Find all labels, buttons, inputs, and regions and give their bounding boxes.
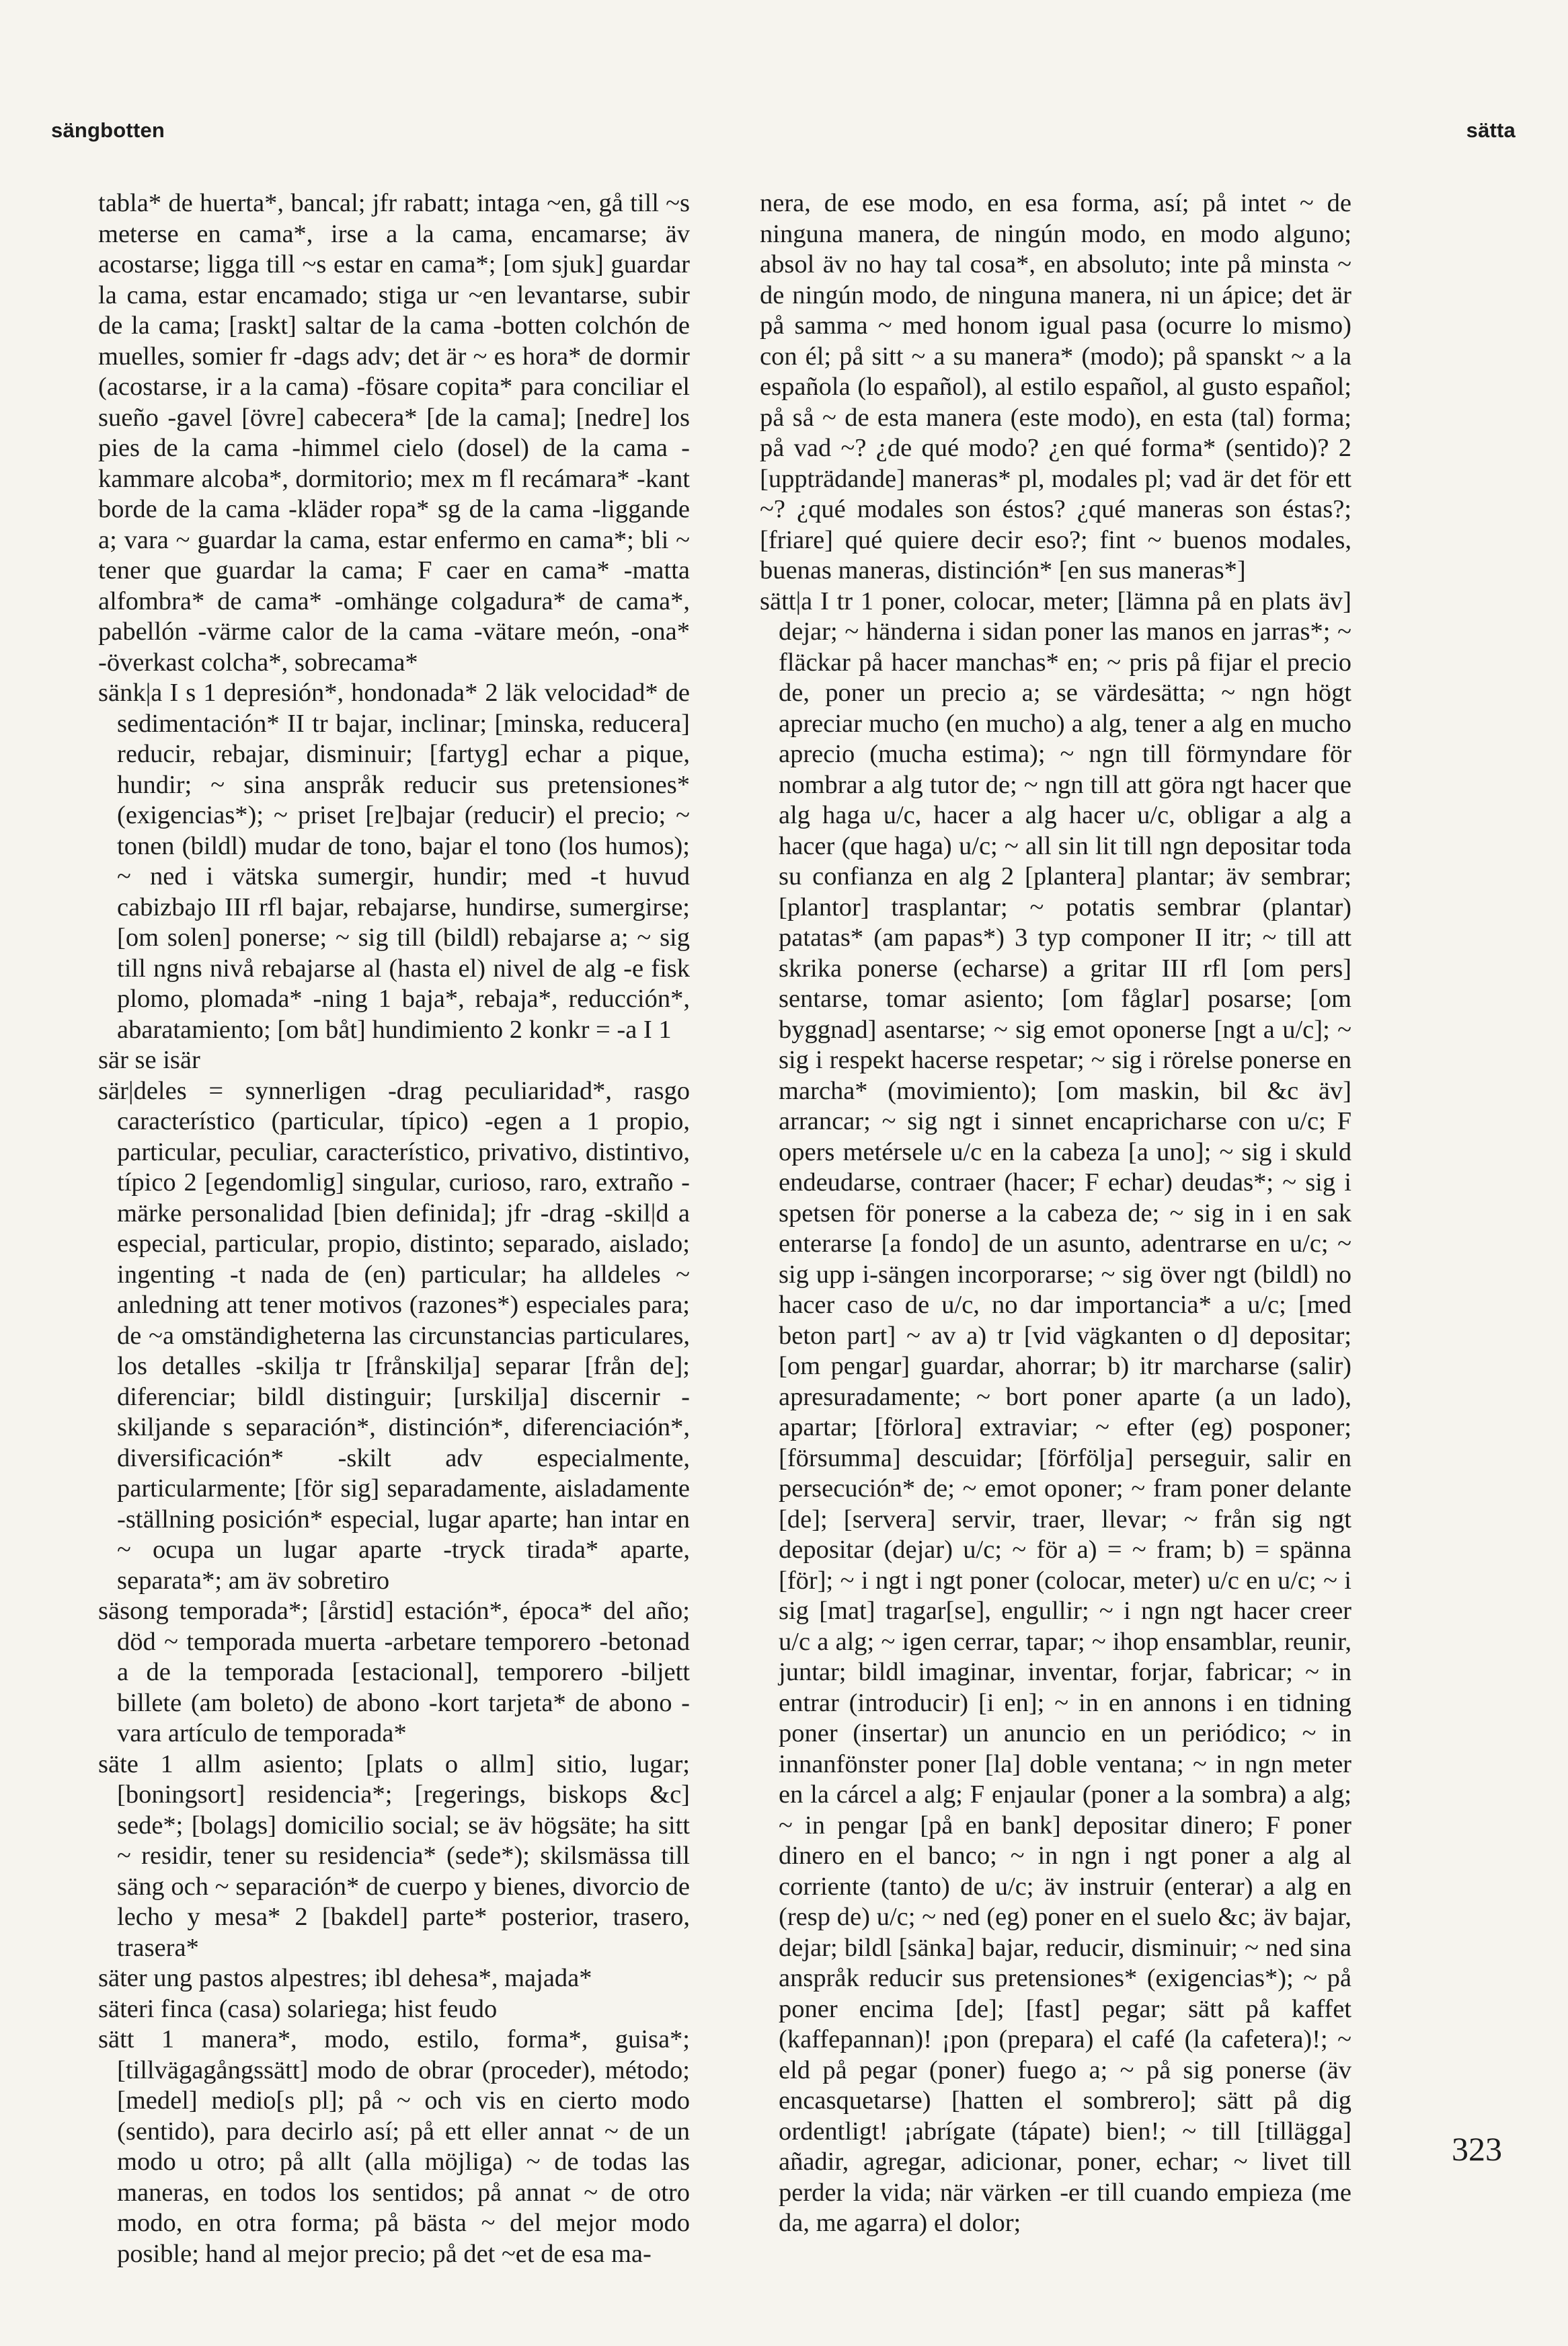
entry-satta: sätt|a I tr 1 poner, colocar, meter; [lämna på en plats äv] dejar; ~ händerna i sidan poner las manos en jarras*; ~ fläckar på hacer manchas* en; ~ pris på fijar el precio de, poner un precio a; se värdesätta; ~ ngn högt apreciar mucho (en mucho) a alg, tener a alg en mucho aprecio (mucha estima); ~ ngn till förmyndare för nombrar a alg tutor de; ~ ngn till att göra ngt hacer que alg haga u/c, hacer a alg hacer u/c, obligar a alg a hacer (que haga) u/c; ~ all sin lit till ngn depositar toda su confianza en alg 2 [plantera] plantar; äv sembrar; [plantor] trasplantar; ~ potatis sembrar (plantar) patatas* (am papas*) 3 typ componer II itr; ~ till att skrika ponerse (echarse) a gritar III rfl [om pers] sentarse, tomar asiento; [om fåglar] posarse; [om byggnad] asentarse; ~ sig emot oponerse [ngt a u/c]; ~ sig i respekt hacerse respetar; ~ sig i rörelse ponerse en marcha* (movimiento); [om maskin, bil &c äv] arrancar; ~ sig ngt i sinnet encapricharse con u/c; F opers metérsele u/c en la cabeza [a uno]; ~ sig i skuld endeudarse, contraer (hacer; F echar) deudas*; ~ sig i spetsen för ponerse a la cabeza de; ~ sig in i en sak enterarse [a fondo] de un asunto, adentrarse en u/c; ~ sig upp i-sängen incorporarse; ~ sig över ngt (bildl) no hacer caso de u/c, no dar importancia* a u/c; [med beton part] ~ av a) tr [vid vägkanten o d] depositar; [om pengar] guardar, ahorrar; b) itr marcharse (salir) apresuradamente; ~ bort poner aparte (a un lado), apartar; [förlora] extraviar; ~ efter (eg) posponer; [försumma] descuidar; [förfölja] perseguir, salir en persecución* de; ~ emot oponer; ~ fram poner delante [de]; [servera] servir, traer, llevar; ~ från sig ngt depositar (dejar) u/c; ~ för a) = ~ fram; b) = spänna [för]; ~ i ngt i ngt poner (colocar, meter) u/c en u/c; ~ i sig [mat] tragar[se], engullir; ~ i ngn ngt hacer creer u/c a alg; ~ igen cerrar, tapar; ~ ihop ensamblar, reunir, juntar; bildl imaginar, inventar, forjar, fabricar; ~ in entrar (introducir) [i en]; ~ in en annons i en tidning poner (insertar) un anuncio en un periódico; ~ in innanfönster poner [la] doble ventana; ~ in ngn meter en la cárcel a alg; F enjaular (poner a la sombra) a alg; ~ in pengar [på en bank] depositar dinero; F poner dinero en el banco; ~ in ngn i ngt poner a alg al corriente (tanto) de u/c; äv instruir (enterar) a alg en (resp de) u/c; ~ ned (eg) poner en el suelo &c; äv bajar, dejar; bildl [sänka] bajar, reducir, disminuir; ~ ned sina anspråk reducir sus pretensiones* (exigencias*); ~ på poner encima [de]; [fast] pegar; sätt på kaffet (kaffepannan)! ¡pon (prepara) el café (la cafetera)!; ~ eld på pegar (poner) fuego a; ~ på sig ponerse (äv encasquetarse) [hatten el sombrero]; sätt på dig ordentligt! ¡abrígate (tápate) bien!; ~ till [tillägga] añadir, agregar, adicionar, poner, echar; ~ livet till perder la vida; när värken -er till cuando empieza (me da, me agarra) el dolor; bbox=[760, 586, 1351, 2237]
running-head-right: sätta bbox=[1466, 118, 1516, 142]
entry-sanka: sänk|a I s 1 depresión*, hondonada* 2 läk velocidad* de sedimentación* II tr bajar, inclinar; [minska, reducera] reducir, rebajar, disminuir; [fartyg] echar a pique, hundir; ~ sina anspråk reducir sus pretensiones* (exigencias*); ~ priset [re]bajar (reducir) el precio; ~ tonen (bildl) mudar de tono, bajar el tono (los humos); ~ ned i vätska sumergir, hundir; med -t huvud cabizbajo III rfl bajar, rebajarse, hundirse, sumergirse; [om solen] ponerse; ~ sig till (bildl) rebajarse a; ~ sig till ngns nivå rebajarse al (hasta el) nivel de alg -e fisk plomo, plomada* -ning 1 baja*, rebaja*, reducción*, abaratamiento; [om båt] hundimiento 2 konkr = -a I 1 bbox=[98, 679, 690, 1044]
entry-text: nera, de ese modo, en esa forma, así; på intet ~ de ninguna manera, de ningún modo, en modo alguno; absol äv no hay tal cosa*, en absoluto; inte på minsta ~ de ningún modo, de ninguna manera, ni un ápice; det är på samma ~ med honom igual pasa (ocurre lo mismo) con él; på sitt ~ a su manera* (modo); på spanskt ~ a la española (lo español), al estilo español, al gusto español; på så ~ de esta manera (este modo), en esta (tal) forma; på vad ~? ¿de qué modo? ¿en qué forma* (sentido)? 2 [uppträdande] maneras* pl, modales pl; vad är det för ett ~? ¿qué modales son éstos? ¿qué maneras son éstas?; [friare] qué quiere decir eso?; fint ~ buenos modales, buenas maneras, distinción* [en sus maneras*] bbox=[760, 189, 1351, 584]
entry-sasong: säsong temporada*; [årstid] estación*, época* del año; död ~ temporada muerta -arbetare temporero -betonad a de la temporada [estacional], temporero -biljett billete (am boleto) de abono -kort tarjeta* de abono -vara artículo de temporada* bbox=[98, 1597, 690, 1747]
running-head-left: sängbotten bbox=[51, 118, 165, 142]
entry-sater: säter ung pastos alpestres; ibl dehesa*, majada* bbox=[98, 1964, 592, 1992]
entry-text: tabla* de huerta*, bancal; jfr rabatt; intaga ~en, gå till ~s meterse en cama*, irse a la cama, encamarse; äv acostarse; ligga till ~s estar en cama*; [om sjuk] guardar la cama, estar encamado; stiga ur ~en levantarse, subir de la cama; [raskt] saltar de la cama -botten colchón de muelles, somier fr -dags adv; det är ~ es hora* de dormir (acostarse, ir a la cama) -fösare copita* para conciliar el sueño -gavel [övre] cabecera* [de la cama]; [nedre] los pies de la cama -himmel cielo (dosel) de la cama -kammare alcoba*, dormitorio; mex m fl recámara* -kant borde de la cama -kläder ropa* sg de la cama -liggande a; vara ~ guardar la cama, estar enfermo en cama*; bli ~ tener que guardar la cama; F caer en cama* -matta alfombra* de cama* -omhänge colgadura* de cama*, pabellón -värme calor de la cama -vätare meón, -ona* -överkast colcha*, sobrecama* bbox=[98, 189, 690, 677]
entry-satt: sätt 1 manera*, modo, estilo, forma*, guisa*; [tillvägagångssätt] modo de obrar (proceder), método; [medel] medio[s pl]; på ~ och vis en cierto modo (sentido), para decirlo así; på ett eller annat ~ de un modo u otro; på allt (alla möjliga) ~ de todas las maneras, en todos los sentidos; på annat ~ de otro modo, en otra forma; på bästa ~ del mejor modo posible; hand al mejor precio; på det ~et de esa ma- bbox=[98, 2025, 690, 2268]
entry-sate: säte 1 allm asiento; [plats o allm] sitio, lugar; [boningsort] residencia*; [regerings, biskops &c] sede*; [bolags] domicilio social; se äv högsäte; ha sitt ~ residir, tener su residencia* (sede*); skilsmässa till säng och ~ separación* de cuerpo y bienes, divorcio de lecho y mesa* 2 [bakdel] parte* posterior, trasero, trasera* bbox=[98, 1749, 690, 1962]
page-number: 323 bbox=[1452, 2130, 1502, 2168]
entry-sardeles: sär|deles = synnerligen -drag peculiaridad*, rasgo característico (particular, típico) -egen a 1 propio, particular, peculiar, característico, privativo, distintivo, típico 2 [egendomlig] singular, curioso, raro, extraño -märke personalidad [bien definida]; jfr -drag -skil|d a especial, particular, propio, distinto; separado, aislado; ingenting -t nada de (en) particular; ha alldeles ~ anledning att tener motivos (razones*) especiales para; de ~a omständigheterna las circunstancias particulares, los detalles -skilja tr [frånskilja] separar [från de]; diferenciar; bildl distinguir; [urskilja] discernir -skiljande s separación*, distinción*, diferenciación*, diversificación* -skilt adv especialmente, particularmente; [för sig] separadamente, aisladamente -ställning posición* especial, lugar aparte; han intar en ~ ocupa un lugar aparte -tryck tirada* aparte, separata*; am äv sobretiro bbox=[98, 1076, 690, 1595]
entry-sateri: säteri finca (casa) solariega; hist feudo bbox=[98, 1994, 498, 2023]
left-column bbox=[98, 188, 690, 2269]
entry-sar: sär se isär bbox=[98, 1046, 200, 1074]
right-column bbox=[760, 188, 1351, 2239]
